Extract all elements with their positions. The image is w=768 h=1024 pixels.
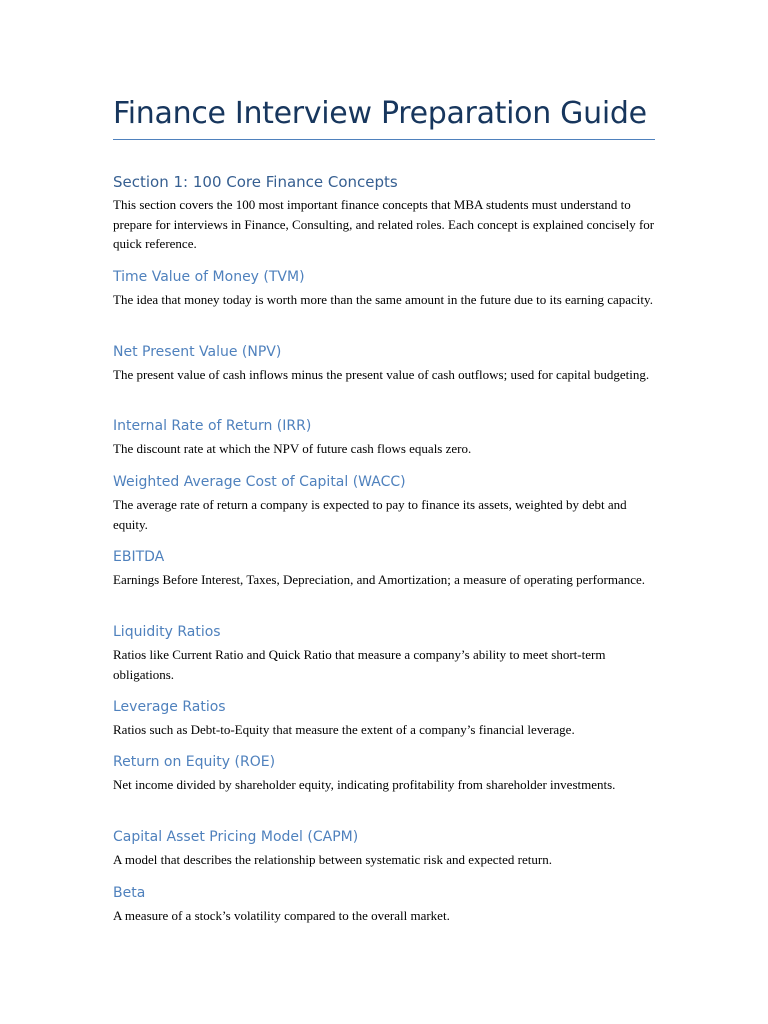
concept-title-roe: Return on Equity (ROE) <box>113 754 276 770</box>
concept-title-capm: Capital Asset Pricing Model (CAPM) <box>113 829 359 845</box>
concept-title-leverage-ratios: Leverage Ratios <box>113 699 226 715</box>
concept-desc-ebitda: Earnings Before Interest, Taxes, Depreciation, and Amortization; a measure of operating performance. <box>113 572 646 587</box>
concept-desc-tvm: The idea that money today is worth more than the same amount in the future due to its earning capacity. <box>113 292 653 307</box>
concept-title-beta: Beta <box>113 885 146 901</box>
concept-desc-roe: Net income divided by shareholder equity, indicating profitability from shareholder investments. <box>113 777 616 792</box>
document-title: Finance Interview Preparation Guide <box>113 96 647 131</box>
concept-desc-irr: The discount rate at which the NPV of future cash flows equals zero. <box>113 441 472 456</box>
concept-title-ebitda: EBITDA <box>113 549 165 565</box>
section-heading: Section 1: 100 Core Finance Concepts <box>113 173 398 191</box>
concept-desc-leverage-ratios: Ratios such as Debt-to-Equity that measure the extent of a company’s financial leverage. <box>113 722 575 737</box>
concept-desc-wacc: The average rate of return a company is expected to pay to finance its assets, weighted by debt and equity. <box>113 497 627 532</box>
concept-desc-npv: The present value of cash inflows minus the present value of cash outflows; used for capital budgeting. <box>113 367 650 382</box>
concept-desc-beta: A measure of a stock’s volatility compared to the overall market. <box>113 908 450 923</box>
section-intro: This section covers the 100 most important finance concepts that MBA students must understand to prepare for interviews in Finance, Consulting, and related roles. Each concept is explained concisely for quick reference. <box>113 197 655 251</box>
concept-title-liquidity-ratios: Liquidity Ratios <box>113 624 221 640</box>
concept-desc-liquidity-ratios: Ratios like Current Ratio and Quick Ratio that measure a company’s ability to meet short-term obligations. <box>113 647 606 682</box>
title-underline <box>113 139 655 140</box>
concept-title-npv: Net Present Value (NPV) <box>113 344 282 360</box>
concept-title-wacc: Weighted Average Cost of Capital (WACC) <box>113 474 406 490</box>
concept-desc-capm: A model that describes the relationship between systematic risk and expected return. <box>113 852 552 867</box>
concept-title-irr: Internal Rate of Return (IRR) <box>113 418 312 434</box>
concept-title-tvm: Time Value of Money (TVM) <box>113 269 305 285</box>
